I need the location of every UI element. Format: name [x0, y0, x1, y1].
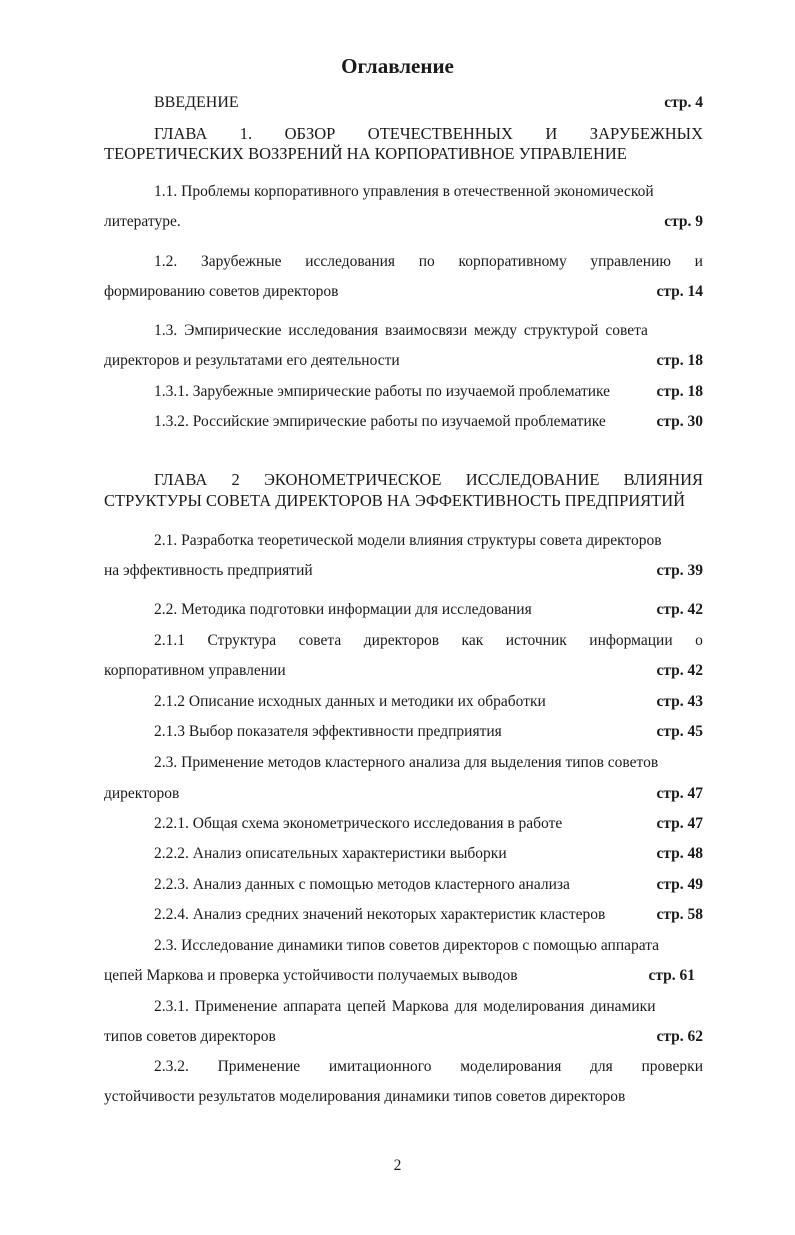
toc-2-1-1-line2: корпоративном управлении: [104, 662, 286, 679]
toc-word: исследования: [305, 253, 396, 270]
toc-word: Структура: [207, 632, 277, 649]
toc-2-2-4-text: 2.2.4. Анализ средних значений некоторых характеристик кластеров: [154, 906, 606, 923]
toc-2-2-3-page: стр. 49: [656, 876, 703, 893]
toc-word: моделирования: [460, 1058, 562, 1075]
toc-word: управлению: [590, 253, 671, 270]
toc-word: Применение: [217, 1058, 301, 1075]
ch2-word: ГЛАВА: [154, 470, 208, 489]
toc-2-1-3-page: стр. 45: [656, 723, 703, 740]
toc-2-1-1-page: стр. 42: [656, 662, 703, 679]
toc-2-2-2-page: стр. 48: [656, 845, 703, 862]
ch2-word: 2: [231, 470, 240, 489]
toc-2-3-1-line1: 2.3.1. Применение аппарата цепей Маркова для моделирования динамики: [154, 998, 656, 1015]
toc-1-3-2-text: 1.3.2. Российские эмпирические работы по изучаемой проблематике: [154, 413, 606, 430]
ch2-word: ЭКОНОМЕТРИЧЕСКОЕ: [263, 470, 442, 489]
toc-2-3b-page: стр. 61: [648, 967, 695, 984]
toc-2-3-2-line2: устойчивости результатов моделирования динамики типов советов директоров: [104, 1088, 626, 1105]
toc-title: Оглавление: [341, 54, 454, 78]
toc-word: источник: [505, 632, 567, 649]
chapter-1-title-line2: ТЕОРЕТИЧЕСКИХ ВОЗЗРЕНИЙ НА КОРПОРАТИВНОЕ УПРАВЛЕНИЕ: [104, 144, 627, 163]
toc-2-3b-line1: 2.3. Исследование динамики типов советов директоров с помощью аппарата: [154, 937, 660, 954]
ch1-word: 1.: [239, 124, 253, 143]
toc-1-3-line2: директоров и результатами его деятельности: [104, 352, 400, 369]
toc-word: и: [694, 253, 703, 270]
toc-1-3-1-text: 1.3.1. Зарубежные эмпирические работы по изучаемой проблематике: [154, 383, 611, 400]
toc-1-1-line2: литературе.: [104, 213, 181, 230]
chapter-2-title-line2: СТРУКТУРЫ СОВЕТА ДИРЕКТОРОВ НА ЭФФЕКТИВНОСТЬ ПРЕДПРИЯТИЙ: [104, 491, 686, 510]
ch2-word: ВЛИЯНИЯ: [623, 470, 703, 489]
toc-1-2-line1: [154, 253, 703, 271]
toc-word: совета: [298, 632, 342, 649]
toc-2-3b-line2: цепей Маркова и проверка устойчивости получаемых выводов: [104, 967, 518, 984]
ch1-word: ГЛАВА: [154, 124, 208, 143]
toc-1-3-line1: 1.3. Эмпирические исследования взаимосвязи между структурой совета: [154, 322, 648, 339]
toc-2-3a-page: стр. 47: [656, 785, 703, 802]
toc-word: о: [695, 632, 703, 649]
toc-2-1-2-page: стр. 43: [656, 693, 703, 710]
ch1-word: ОБЗОР: [284, 124, 336, 143]
toc-word: по: [418, 253, 435, 270]
toc-1-3-1-page: стр. 18: [656, 383, 703, 400]
toc-2-3a-line1: 2.3. Применение методов кластерного анализа для выделения типов советов: [154, 754, 659, 771]
toc-intro-page: стр. 4: [664, 94, 703, 111]
toc-word: как: [461, 632, 484, 649]
toc-word: Зарубежные: [200, 253, 282, 270]
toc-word: 2.1.1: [154, 632, 185, 649]
toc-2-2-1-page: стр. 47: [656, 815, 703, 832]
page-number: 2: [393, 1157, 402, 1174]
toc-2-3-1-page: стр. 62: [656, 1028, 703, 1045]
toc-word: информации: [589, 632, 673, 649]
toc-1-3-page: стр. 18: [656, 352, 703, 369]
toc-2-2-3-text: 2.2.3. Анализ данных с помощью методов кластерного анализа: [154, 876, 570, 893]
toc-2-1-line1: 2.1. Разработка теоретической модели влияния структуры совета директоров: [154, 532, 662, 549]
toc-word: директоров: [363, 632, 440, 649]
toc-2-2-page: стр. 42: [656, 601, 703, 618]
toc-2-3-1-line2: типов советов директоров: [104, 1028, 276, 1045]
toc-word: 1.2.: [154, 253, 178, 270]
toc-word: для: [590, 1058, 613, 1075]
toc-word: 2.3.2.: [154, 1058, 189, 1075]
ch1-word: ЗАРУБЕЖНЫХ: [589, 124, 703, 143]
toc-word: проверки: [641, 1058, 703, 1075]
toc-2-1-1-line1: [154, 632, 703, 650]
chapter-2-heading: [154, 470, 703, 490]
toc-2-1-page: стр. 39: [656, 562, 703, 579]
toc-1-1-page: стр. 9: [664, 213, 703, 230]
toc-1-3-2-page: стр. 30: [656, 413, 703, 430]
ch2-word: ИССЛЕДОВАНИЕ: [465, 470, 600, 489]
toc-1-2-line2: формированию советов директоров: [104, 283, 339, 300]
toc-1-1-line1: 1.1. Проблемы корпоративного управления в отечественной экономической: [154, 183, 654, 200]
toc-2-2-1-text: 2.2.1. Общая схема эконометрического исследования в работе: [154, 815, 563, 832]
toc-1-2-page: стр. 14: [656, 283, 703, 300]
toc-word: корпоративному: [458, 253, 567, 270]
toc-2-2-4-page: стр. 58: [656, 906, 703, 923]
toc-word: имитационного: [328, 1058, 432, 1075]
toc-2-1-2-text: 2.1.2 Описание исходных данных и методики их обработки: [154, 693, 546, 710]
toc-2-2-2-text: 2.2.2. Анализ описательных характеристики выборки: [154, 845, 507, 862]
toc-2-3a-line2: директоров: [104, 785, 180, 802]
toc-2-1-3-text: 2.1.3 Выбор показателя эффективности предприятия: [154, 723, 502, 740]
toc-2-1-line2: на эффективность предприятий: [104, 562, 313, 579]
chapter-1-heading: [154, 124, 703, 144]
toc-2-3-2-line1: [154, 1058, 703, 1076]
ch1-word: ОТЕЧЕСТВЕННЫХ: [367, 124, 513, 143]
ch1-word: И: [545, 124, 558, 143]
toc-intro-label: ВВЕДЕНИЕ: [154, 94, 239, 111]
toc-2-2-text: 2.2. Методика подготовки информации для исследования: [154, 601, 532, 618]
